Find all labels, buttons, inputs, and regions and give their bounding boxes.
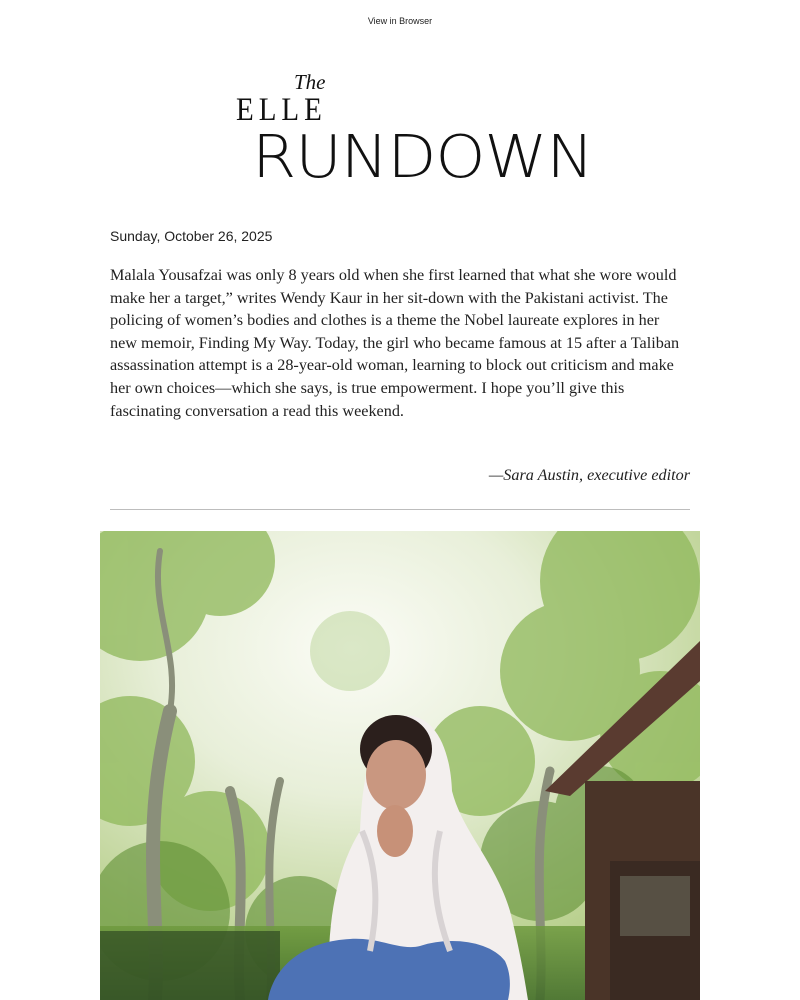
masthead-rundown: RUNDOWN (252, 122, 593, 191)
masthead-elle: ELLE (236, 92, 327, 128)
masthead-logo[interactable] (230, 66, 593, 191)
section-divider (110, 509, 690, 510)
editor-signoff: —Sara Austin, executive editor (488, 466, 690, 484)
issue-date: Sunday, October 26, 2025 (110, 228, 273, 244)
masthead-the: The (294, 70, 326, 94)
hero-image[interactable] (100, 531, 700, 1000)
intro-paragraph: Malala Yousafzai was only 8 years old when she first learned that what she wore would make her a target,” writes Wendy Kaur in her sit-down with the Pakistani activist. The policing of women’s bodies and clothes is a theme the Nobel laureate explores in her new memoir, Finding My Way. Today, the girl who became famous at 15 after a Taliban assassination attempt is a 28-year-old woman, learning to block out criticism and make her own choices—which she says, is true empowerment. I hope you’ll give this fascinating conversation a read this weekend. (110, 266, 680, 420)
view-in-browser-link[interactable]: View in Browser (367, 16, 433, 26)
hero-photo-illustration (100, 531, 700, 1000)
